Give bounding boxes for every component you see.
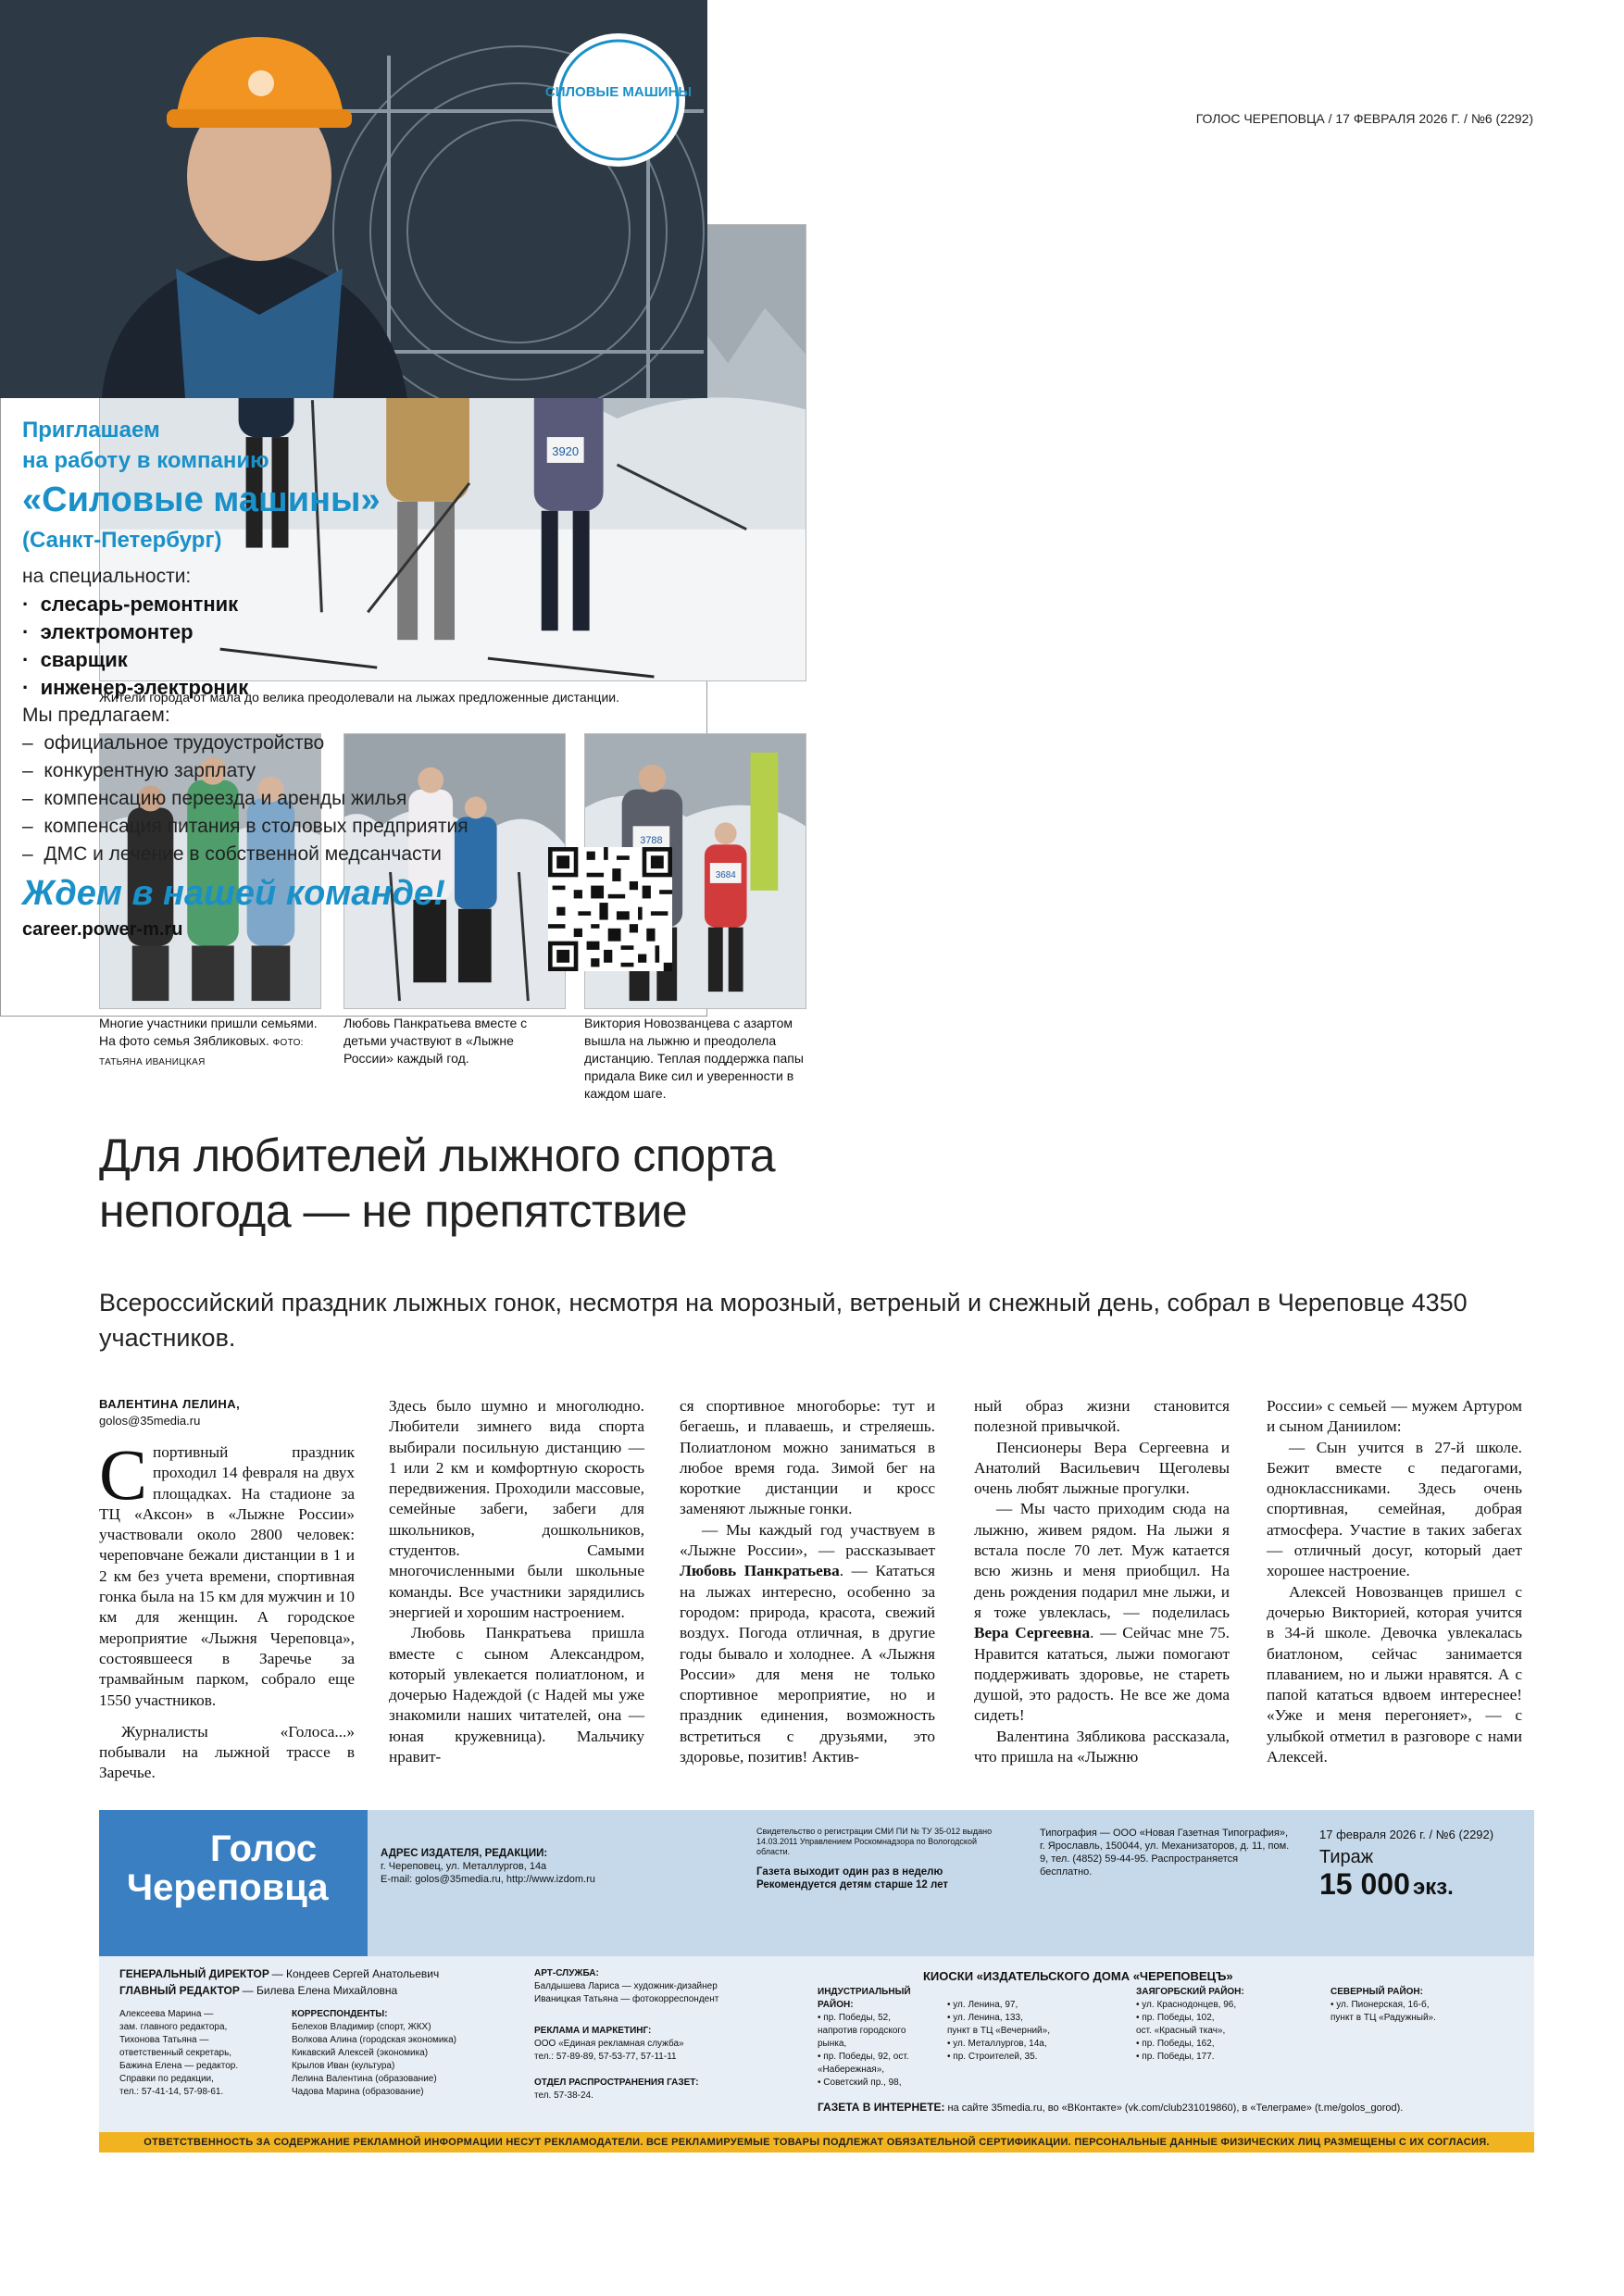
newspaper-logo: Голос Череповца xyxy=(99,1810,368,1956)
svg-text:СИЛОВЫЕ МАШИНЫ: СИЛОВЫЕ МАШИНЫ xyxy=(544,84,693,100)
photo-credit: ФОТО: ТАТЬЯНА ИВАНИЦКАЯ xyxy=(99,1038,304,1067)
kiosks-north: СЕВЕРНЫЙ РАЙОН: • ул. Пионерская, 16-б, пункт в ТЦ «Радужный». xyxy=(1330,1987,1436,2023)
ad-invite-line1: Приглашаем xyxy=(22,418,160,443)
ad-slogan: Ждем в нашей команде! xyxy=(22,874,445,913)
deputies-list: Алексеева Марина — зам. главного редактора, Тихонова Татьяна — ответственный секретарь, Бажина Елена — редактор. Справки по редакции, тел.: 57-41-14, 57-98-61. xyxy=(119,2009,239,2097)
svg-text:3684: 3684 xyxy=(715,869,736,880)
kiosks-title: КИОСКИ «ИЗДАТЕЛЬСКОГО ДОМА «ЧЕРЕПОВЕЦЪ» xyxy=(923,1969,1233,1983)
article-column-3: ся спортивное многоборье: тут и бегаешь, и плаваешь, и стреляешь. Полиатлоном можно заниматься в любое время года. Зимой бег на короткие дистанции и кросс заменяют лыжные гонки. — Мы каждый год участвуем в «Лыжне России», — рассказывает Любовь Панкратьева. — Кататься на лыжах интересно, особенно за городом: природа, красота, свежий воздух. Погода отличная, в другие годы бывало и холоднее. А «Лыжня России» для меня не только спортивное мероприятие, но и праздник единения, возможность встретиться с друзьями, это здоровье, позитив! Актив- xyxy=(680,1397,935,1766)
ad-offer: – компенсация питания в столовых предприятия xyxy=(22,816,468,837)
article-column-1: ВАЛЕНТИНА ЛЕЛИНА, golos@35media.ru Спортивный праздник проходил 14 февраля на двух площадках. На стадионе за ТЦ «Аксон» в «Лыжне России» участвовали около 2800 человек: череповчане бежали дистанции в 1 и 2 км без учета времени, спортивная гонка была на 15 км для мужчин и 10 км для женщин. А городское мероприятие «Лыжня Череповца», состоявшееся в Заречье за трамвайным парком, собрало еще 1550 участников. Журналисты «Голоса...» побывали на лыжной трассе в Заречье. xyxy=(99,1397,355,1782)
ad-photo xyxy=(0,0,707,398)
svg-text:3788: 3788 xyxy=(640,835,663,847)
ad-specialty: · электромонтер xyxy=(22,620,194,643)
family-caption-2: Любовь Панкратьева вместе с детьми участвуют в «Лыжне России» каждый год. xyxy=(344,1016,528,1066)
art-service: АРТ-СЛУЖБА: Балдышева Лариса — художник-дизайнер Иваницкая Татьяна — фотокорреспондент xyxy=(534,1968,719,2004)
director: ГЕНЕРАЛЬНЫЙ ДИРЕКТОР — Кондеев Сергей Анатольевич xyxy=(119,1967,440,1980)
ad-specialties-label: на специальности: xyxy=(22,566,192,587)
online-links[interactable]: ГАЗЕТА В ИНТЕРНЕТЕ: на сайте 35media.ru, во «ВКонтакте» (vk.com/club231019860), в «Телеграме» (t.me/golos_gorod). xyxy=(818,2101,1404,2114)
article-column-4: ный образ жизни становится полезной привычкой. Пенсионеры Вера Сергеевна и Анатолий Васильевич Щеголевы очень любят лыжные прогулки. — Мы часто приходим сюда на лыжню, живем рядом. На лыжи я встала после 70 лет. Муж катается всю жизнь и меня приобщил. На день рождения подарил мне лыжи, и я тоже увлеклась, — поделилась Вера Сергеевна. — Сейчас мне 75. Нравится кататься, лыжи помогают поддерживать здоровье, не стареть душой, это радость. Не все же дома сидеть! Валентина Зябликова рассказала, что пришла на «Лыжню xyxy=(974,1397,1230,1766)
ads-service: РЕКЛАМА И МАРКЕТИНГ: ООО «Единая рекламная служба» тел.: 57-89-89, 57-53-77, 57-11-11 xyxy=(534,2026,684,2062)
ad-city: (Санкт-Петербург) xyxy=(22,528,222,553)
kiosks-industrial: ИНДУСТРИАЛЬНЫЙ РАЙОН: • пр. Победы, 52, напротив городского рынка, • пр. Победы, 92, ост. «Набережная», • Советский пр., 98, xyxy=(818,1987,911,2088)
ad-offer: – конкурентную зарплату xyxy=(22,760,256,781)
job-advertisement xyxy=(0,0,707,1017)
issue-info: ГОЛОС ЧЕРЕПОВЦА / 17 ФЕВРАЛЯ 2026 Г. / №6 (2292) xyxy=(1195,111,1533,126)
ad-specialty: · сварщик xyxy=(22,648,128,671)
ad-specialty: · инженер-электроник xyxy=(22,676,249,699)
issue-date: 17 февраля 2026 г. / №6 (2292) xyxy=(1319,1828,1494,1841)
disclaimer-bar: ОТВЕТСТВЕННОСТЬ ЗА СОДЕРЖАНИЕ РЕКЛАМНОЙ ИНФОРМАЦИИ НЕСУТ РЕКЛАМОДАТЕЛИ. ВСЕ РЕКЛАМИРУЕМЫЕ ТОВАРЫ ПОДЛЕЖАТ ОБЯЗАТЕЛЬНОЙ СЕРТИФИКАЦИИ. ПЕРСОНАЛЬНЫЕ ДАННЫЕ ФИЗИЧЕСКИХ ЛИЦ РАЗМЕЩЕНЫ С ИХ СОГЛАСИЯ. xyxy=(99,2132,1534,2152)
ad-offer: – ДМС и лечение в собственной медсанчасти xyxy=(22,843,442,865)
author: ВАЛЕНТИНА ЛЕЛИНА, xyxy=(99,1397,241,1411)
article-column-5: России» с семьей — мужем Артуром и сыном Даниилом: — Сын учится в 27-й школе. Бежит вместе с педагогами, одноклассниками. Здесь очень спортивная, семейная, добрая атмосфера. Участие в таких забегах — отличный досуг, который дает хорошее настроение. Алексей Новозванцев пришел с дочерью Викторией, которая учится в 34-й школе. Девочка увлекалась биатлоном, сейчас занимается плаванием, но и лыжи нравятся. А с папой кататься вдвоем интереснее! «Уже и меня перегоняет», — с улыбкой отметил в разговоре с нами Алексей. xyxy=(1267,1397,1522,1766)
schedule-info: Газета выходит один раз в неделю Рекомендуется детям старше 12 лет xyxy=(756,1866,949,1890)
ad-company: «Силовые машины» xyxy=(22,480,381,519)
ad-url[interactable]: career.power-m.ru xyxy=(22,919,183,940)
ad-specialty: · слесарь-ремонтник xyxy=(22,593,239,616)
author-email[interactable]: golos@35media.ru xyxy=(99,1414,201,1428)
kiosks-zayagorbsky: ЗАЯГОРБСКИЙ РАЙОН: • ул. Краснодонцев, 96, • пр. Победы, 102, ост. «Красный ткач», • пр. Победы, 162, • пр. Победы, 177. xyxy=(1136,1987,1244,2062)
ad-offer: – официальное трудоустройство xyxy=(22,732,325,754)
circulation: 15 000 экз. xyxy=(1319,1867,1454,1901)
correspondents-list: КОРРЕСПОНДЕНТЫ: Белехов Владимир (спорт, ЖКХ) Волкова Алина (городская экономика) Кикавский Алексей (экономика) Крылов Иван (культура) Лелина Валентина (образование) Чадова Марина (образование) xyxy=(292,2009,456,2097)
registration-info: Свидетельство о регистрации СМИ ПИ № ТУ 35-012 выдано 14.03.2011 Управлением Роскомнадзора по Вологодской области. xyxy=(756,1827,993,1856)
article-lead: Всероссийский праздник лыжных гонок, несмотря на морозный, ветреный и снежный день, собрал в Череповце 4350 участников. xyxy=(99,1289,1468,1352)
ad-offer-label: Мы предлагаем: xyxy=(22,705,170,726)
ad-offer: – компенсацию переезда и аренды жилья xyxy=(22,788,407,809)
qr-code[interactable] xyxy=(548,847,672,971)
staff-box xyxy=(99,1956,1534,2132)
article-title: Для любителей лыжного спорта непогода — не препятствие xyxy=(99,1129,776,1237)
chief-editor: ГЛАВНЫЙ РЕДАКТОР — Билева Елена Михайловна xyxy=(119,1984,398,1997)
ad-invite-line2: на работу в компанию xyxy=(22,448,269,473)
svg-text:3920: 3920 xyxy=(552,443,580,458)
drop-cap: С xyxy=(99,1434,148,1515)
article-column-2: Здесь было шумно и многолюдно. Любители зимнего вида спорта выбирали посильную дистанцию — 1 или 2 км и комфортную скорость передвижения. Проходили массовые, семейные забеги, забеги для школьников, дошкольников, студентов. Самыми многочисленными были школьные команды. Все участники зарядились энергией и хорошим настроением. Любовь Панкратьева пришла вместе с сыном Александром, который увлекается полиатлоном, и дочерью Надеждой (с Надей мы уже знакомили наших читателей, она — юная кружевница). Мальчику нравит- xyxy=(389,1397,644,1766)
main-photo-caption: Жители города от мала до велика преодолевали на лыжах предложенные дистанции. xyxy=(99,690,619,705)
kiosks-industrial-2: • ул. Ленина, 97, • ул. Ленина, 133, пункт в ТЦ «Вечерний», • ул. Металлургов, 14а, • пр. Строителей, 35. xyxy=(947,2000,1050,2062)
circulation-label: Тираж xyxy=(1319,1847,1374,1867)
distribution: ОТДЕЛ РАСПРОСТРАНЕНИЯ ГАЗЕТ: тел. 57-38-24. xyxy=(534,2078,699,2101)
printing-info: Типография — ООО «Новая Газетная Типография», г. Ярославль, 150044, ул. Механизаторов, д. 11, пом. 9, тел. (4852) 59-44-95. Распространяется бесплатно. xyxy=(1040,1828,1290,1878)
publisher-address: АДРЕС ИЗДАТЕЛЯ, РЕДАКЦИИ: г. Череповец, ул. Металлургов, 14а E-mail: golos@35media.ru, http://www.izdom.ru xyxy=(381,1848,595,1885)
imprint-box xyxy=(99,1810,1534,1956)
family-caption-1: Многие участники пришли семьями. На фото семья Зябликовых. ФОТО: ТАТЬЯНА ИВАНИЦКАЯ xyxy=(99,1016,318,1067)
family-caption-3: Виктория Новозванцева с азартом вышла на лыжню и преодолела дистанцию. Теплая поддержка папы придала Вике сил и уверенности в каждом шаге. xyxy=(584,1016,804,1101)
